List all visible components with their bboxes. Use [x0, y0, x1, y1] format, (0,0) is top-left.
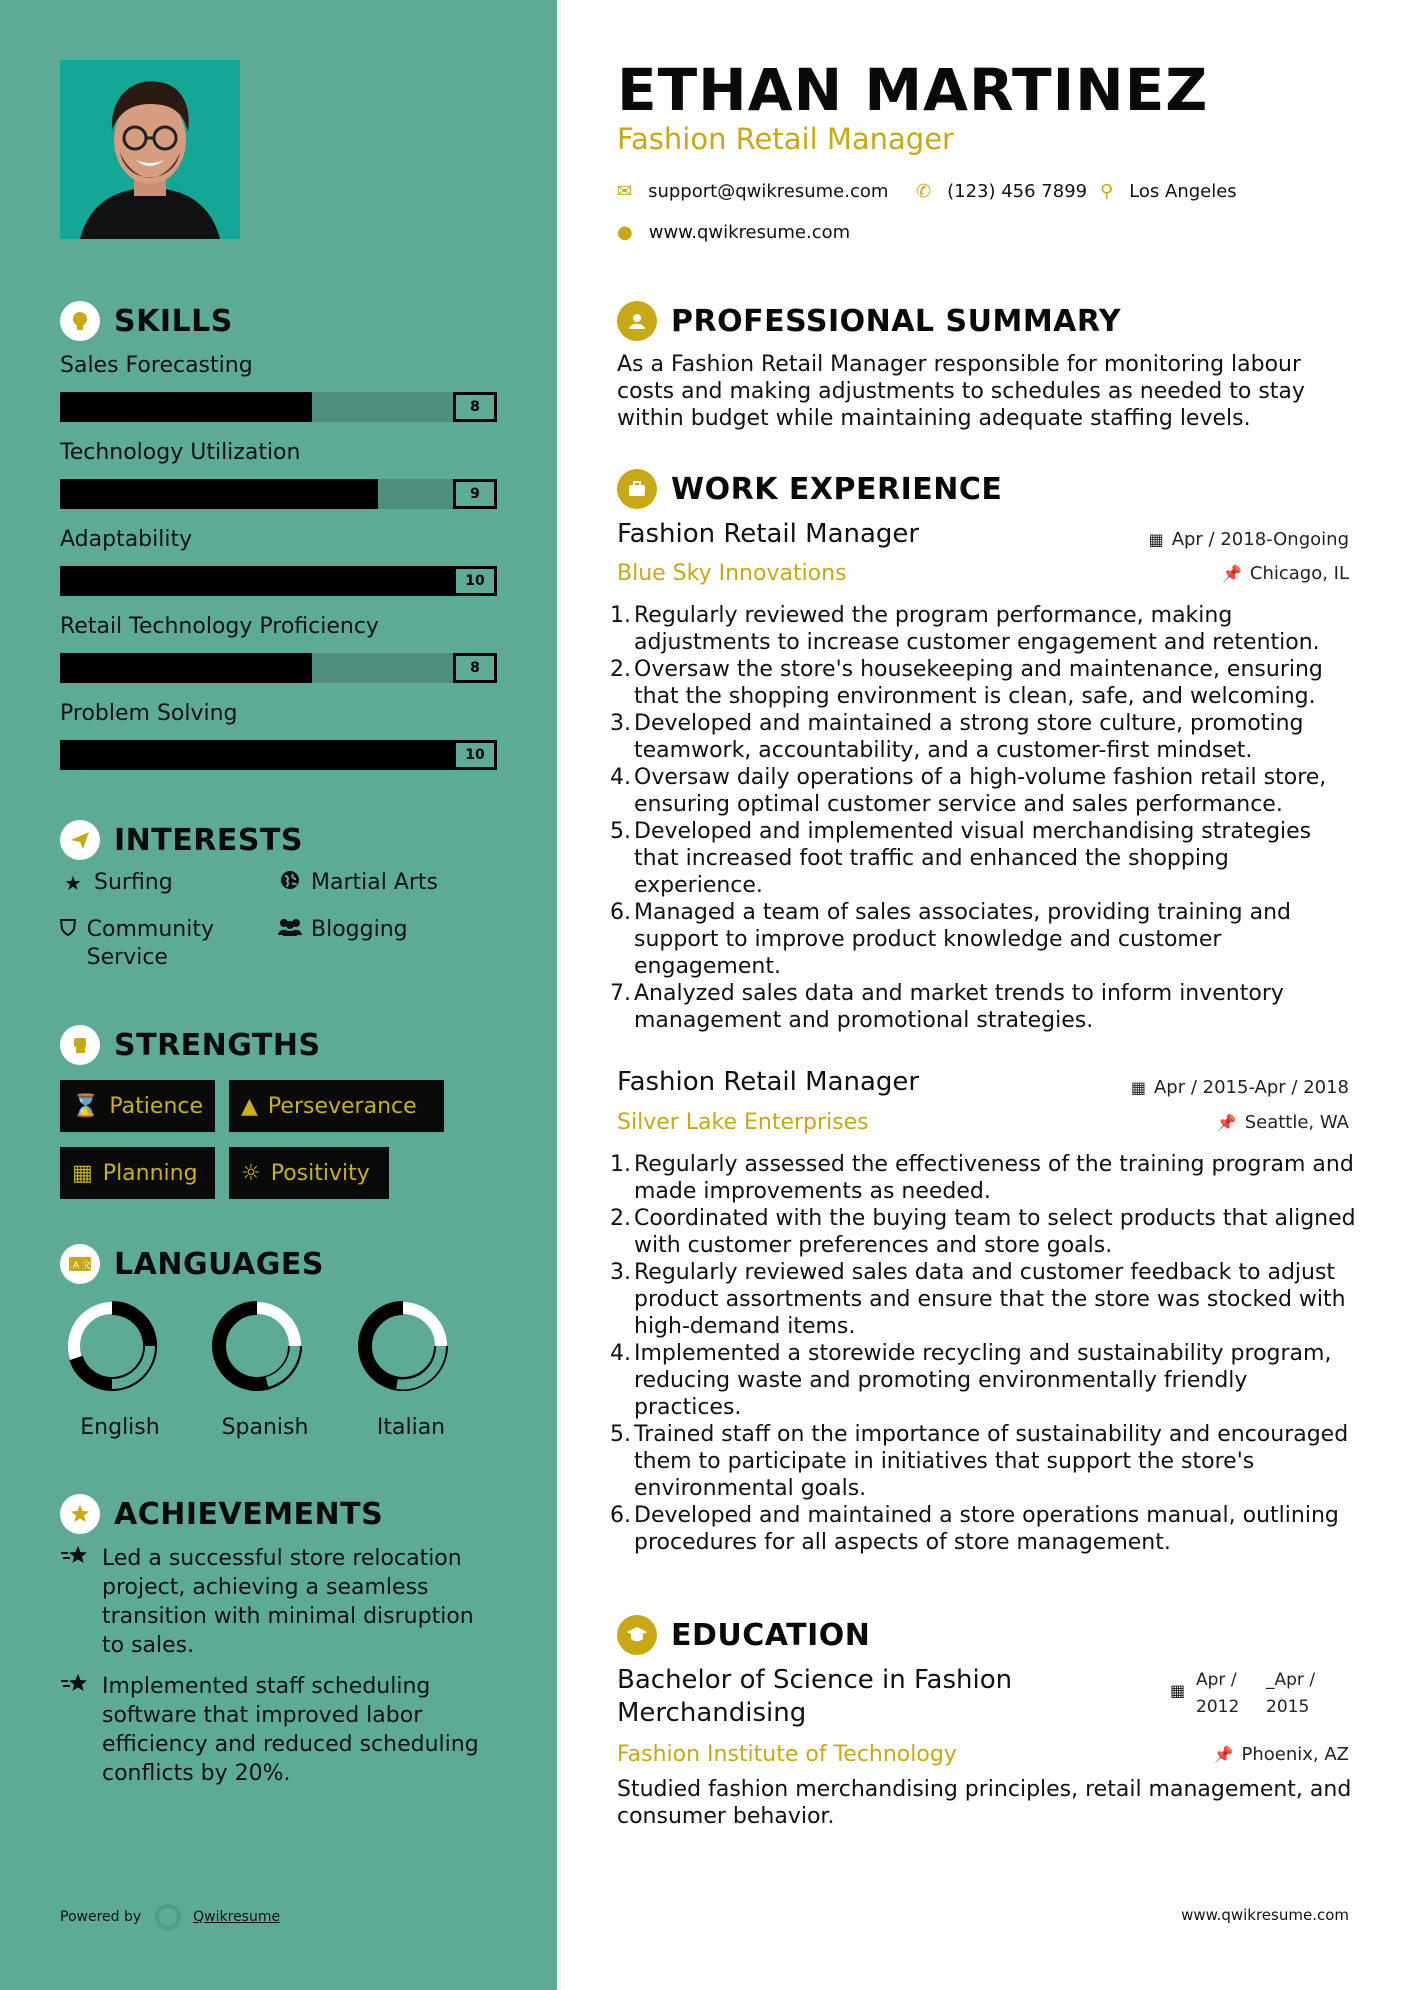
- language-proficiency-ring: [357, 1300, 449, 1392]
- language-proficiency-ring: [211, 1300, 303, 1392]
- mountain-icon: ▲: [241, 1093, 258, 1119]
- job-bullets: [610, 1151, 1356, 1556]
- list-item: 3. Developed and maintained a strong store culture, promoting teamwork, accountability, and a customer-first mindset.: [610, 711, 1304, 763]
- list-item: 4. Oversaw daily operations of a high-volume fashion retail store, ensuring optimal customer service and sales performance.: [610, 765, 1327, 817]
- language-label: English: [80, 1415, 160, 1440]
- users-icon: [277, 916, 303, 944]
- candidate-name: ETHAN MARTINEZ: [617, 56, 1209, 124]
- pushpin-icon: 📌: [1213, 1745, 1234, 1764]
- footer-website[interactable]: www.qwikresume.com: [1181, 1906, 1349, 1924]
- skill-bar-fill: [60, 479, 378, 509]
- education-end-date: _Apr / 2015: [1266, 1670, 1316, 1717]
- strength-badge: ▦ Planning: [60, 1147, 215, 1199]
- skill-label: Sales Forecasting: [60, 353, 253, 378]
- powered-by: Powered by Qwikresume: [60, 1904, 280, 1930]
- star-badge-icon: [60, 1494, 100, 1534]
- skill-level-badge: 10: [453, 566, 497, 596]
- brand-link[interactable]: Qwikresume: [193, 1909, 281, 1925]
- skill-bar-fill: [60, 392, 312, 422]
- education-title: EDUCATION: [671, 1617, 871, 1653]
- job-location: 📌 Chicago, IL: [1221, 563, 1349, 584]
- education-heading: [617, 1615, 870, 1655]
- lightbulb-icon: [60, 301, 100, 341]
- interest-item: Blogging: [277, 916, 408, 944]
- skill-level-badge: 8: [453, 392, 497, 422]
- skill-label: Technology Utilization: [60, 440, 301, 465]
- list-item: 4. Implemented a storewide recycling and sustainability program, reducing waste and promoting environmentally friendly practices.: [610, 1341, 1332, 1420]
- list-item: 6. Developed and maintained a store operations manual, outlining procedures for all aspects of store management.: [610, 1503, 1339, 1555]
- skill-level-badge: 10: [453, 740, 497, 770]
- sun-icon: ☼: [241, 1160, 261, 1186]
- language-proficiency-ring: [66, 1300, 158, 1392]
- globe-icon: ●: [617, 222, 633, 243]
- education-description: Studied fashion merchandising principles, retail management, and consumer behavior.: [617, 1777, 1352, 1829]
- job-bullets: [610, 602, 1356, 1034]
- job-dates: ▦ Apr / 2018-Ongoing: [1148, 529, 1349, 550]
- list-item: 1. Regularly assessed the effectiveness of the training program and made improvements as needed.: [610, 1152, 1354, 1204]
- list-item: 1. Regularly reviewed the program performance, making adjustments to increase customer engagement and retention.: [610, 603, 1320, 655]
- experience-title: WORK EXPERIENCE: [671, 471, 1003, 507]
- calendar-icon: ▦: [1170, 1681, 1186, 1700]
- language-label: Italian: [376, 1415, 446, 1440]
- list-item: 7. Analyzed sales data and market trends to inform inventory management and promotional strategies.: [610, 981, 1284, 1033]
- summary-heading: [617, 301, 1121, 341]
- skills-heading: [60, 301, 233, 341]
- achievement-item: Implemented staff scheduling software that improved labor efficiency and reduced scheduling conflicts by 20%.: [60, 1672, 500, 1788]
- achievement-item: Led a successful store relocation project, achieving a seamless transition with minimal disruption to sales.: [60, 1544, 500, 1660]
- school-name: Fashion Institute of Technology: [617, 1742, 957, 1767]
- company-name: Silver Lake Enterprises: [617, 1110, 869, 1135]
- interests-heading: [60, 820, 303, 860]
- envelope-icon: ✉: [617, 181, 633, 202]
- strengths-title: STRENGTHS: [114, 1027, 321, 1063]
- skill-bar: [60, 740, 497, 770]
- job-dates: ▦ Apr / 2015-Apr / 2018: [1130, 1077, 1349, 1098]
- calendar-icon: ▦: [1130, 1078, 1146, 1097]
- location-contact: ⚲ Los Angeles: [1100, 181, 1237, 202]
- interest-item: Community Service: [58, 916, 258, 972]
- degree-title: Bachelor of Science in Fashion Merchandising: [617, 1665, 1013, 1728]
- strength-badge: ⌛ Patience: [60, 1080, 215, 1132]
- skill-bar-fill: [60, 566, 453, 596]
- svg-text:文: 文: [82, 1261, 92, 1271]
- list-item: 2. Coordinated with the buying team to select products that aligned with customer preferences and store goals.: [610, 1206, 1356, 1258]
- trophy-star-icon: [60, 1672, 92, 1704]
- skill-bar-fill: [60, 740, 453, 770]
- briefcase-icon: [617, 469, 657, 509]
- language-label: Spanish: [221, 1415, 309, 1440]
- skill-label: Problem Solving: [60, 701, 238, 726]
- job-title: Fashion Retail Manager: [617, 1067, 920, 1097]
- globe-icon: [277, 869, 303, 897]
- summary-text: As a Fashion Retail Manager responsible for monitoring labour costs and making adjustments to schedules as needed to stay within budget while maintaining adequate staffing levels.: [617, 352, 1305, 431]
- job-location: 📌 Seattle, WA: [1216, 1112, 1349, 1133]
- calendar-icon: ▦: [1148, 530, 1164, 549]
- job-title: Fashion Retail Manager: [617, 519, 920, 549]
- languages-heading: [60, 1244, 324, 1284]
- strength-badge: ☼ Positivity: [229, 1147, 389, 1199]
- shield-icon: [58, 916, 79, 944]
- sidebar-divider: [557, 0, 561, 1990]
- skill-bar-fill: [60, 653, 312, 683]
- skill-bar: [60, 392, 497, 422]
- summary-title: PROFESSIONAL SUMMARY: [671, 303, 1122, 339]
- interest-item: ★ Surfing: [60, 869, 173, 897]
- email-contact: ✉ support@qwikresume.com: [617, 181, 889, 202]
- skill-bar: [60, 653, 497, 683]
- skill-label: Retail Technology Proficiency: [60, 614, 379, 639]
- user-icon: [617, 301, 657, 341]
- profile-photo: [60, 60, 240, 239]
- list-item: 3. Regularly reviewed sales data and customer feedback to adjust product assortments and ensure that the store was stocked with high-demand items.: [610, 1260, 1346, 1339]
- strengths-heading: [60, 1025, 321, 1065]
- education-start-date: Apr / 2012: [1196, 1670, 1240, 1717]
- svg-text:A: A: [73, 1261, 80, 1271]
- interest-item: Martial Arts: [277, 869, 438, 897]
- calendar-icon: ▦: [72, 1160, 93, 1186]
- list-item: 5. Trained staff on the importance of sustainability and encouraged them to participate in initiatives that support the store's environmental goals.: [610, 1422, 1349, 1501]
- candidate-title: Fashion Retail Manager: [617, 122, 954, 156]
- languages-title: LANGUAGES: [114, 1246, 324, 1282]
- qwikresume-logo-icon: [155, 1904, 181, 1930]
- hourglass-icon: ⌛: [72, 1093, 100, 1119]
- skill-bar: [60, 566, 497, 596]
- pushpin-icon: 📌: [1216, 1113, 1237, 1132]
- list-item: 5. Developed and implemented visual merchandising strategies that increased foot traffic and enhanced the shopping experience.: [610, 819, 1312, 898]
- language-icon: [60, 1244, 100, 1284]
- website-contact: ● www.qwikresume.com: [617, 222, 851, 243]
- phone-contact: ✆ (123) 456 7899: [916, 181, 1088, 202]
- strength-badge: ▲ Perseverance: [229, 1080, 444, 1132]
- trophy-star-icon: [60, 1544, 92, 1576]
- list-item: 6. Managed a team of sales associates, providing training and support to improve product knowledge and customer engagement.: [610, 900, 1292, 979]
- achievements-heading: [60, 1494, 383, 1534]
- skills-title: SKILLS: [114, 303, 233, 339]
- education-location: 📌 Phoenix, AZ: [1213, 1744, 1349, 1765]
- interests-title: INTERESTS: [114, 822, 303, 858]
- map-pin-icon: ⚲: [1100, 181, 1114, 202]
- skill-label: Adaptability: [60, 527, 193, 552]
- list-item: 2. Oversaw the store's housekeeping and maintenance, ensuring that the shopping environment is clean, safe, and welcoming.: [610, 657, 1323, 709]
- experience-heading: [617, 469, 1002, 509]
- graduation-icon: [617, 1615, 657, 1655]
- achievements-title: ACHIEVEMENTS: [114, 1496, 384, 1532]
- skill-level-badge: 8: [453, 653, 497, 683]
- paper-plane-icon: [60, 820, 100, 860]
- fist-icon: [60, 1025, 100, 1065]
- skill-bar: [60, 479, 497, 509]
- company-name: Blue Sky Innovations: [617, 561, 847, 586]
- skill-level-badge: 9: [453, 479, 497, 509]
- star-icon: ★: [64, 871, 82, 895]
- phone-icon: ✆: [916, 181, 932, 202]
- pushpin-icon: 📌: [1221, 564, 1242, 583]
